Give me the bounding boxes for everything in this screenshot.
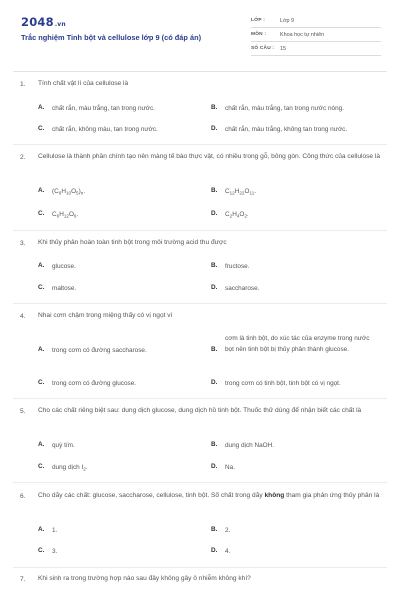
option-text: trong cơm có đường saccharose. — [52, 347, 147, 354]
option-text: cơm là tinh bột, do xúc tác của enzyme trong nước bọt nên tinh bột bị thủy phân thành glucose. — [225, 335, 370, 353]
option-letter: C. — [38, 463, 45, 470]
option-letter: B. — [211, 104, 218, 111]
question-1-option-d[interactable] — [211, 125, 347, 135]
question-1-option-b[interactable] — [211, 104, 344, 114]
option-letter: C. — [38, 547, 45, 554]
option-letter: D. — [211, 379, 218, 386]
option-text: $C_{12}H_{22}O_{11}$. — [225, 188, 257, 196]
option-text: trong cơm có đường glucose. — [52, 380, 137, 387]
option-text: $C_6H_{12}O_6$. — [52, 211, 79, 219]
meta-box — [251, 14, 381, 56]
question-6-option-b[interactable] — [211, 526, 230, 536]
question-3-number: 3. — [20, 240, 26, 247]
meta-value-subject: Khoa học tự nhiên — [280, 31, 325, 38]
option-text: chất rắn, không màu, tan trong nước. — [52, 126, 158, 133]
question-7-text: Khi sinh ra trong trường hợp nào sau đây không gây ô nhiễm không khí? — [38, 575, 251, 582]
question-5-option-d[interactable] — [211, 463, 235, 473]
option-text: fructose. — [225, 263, 250, 270]
meta-value-class: Lớp 9 — [280, 17, 295, 24]
option-letter: C. — [38, 210, 45, 217]
site-logo[interactable] — [21, 15, 66, 29]
header — [0, 0, 400, 62]
question-4-number: 4. — [20, 313, 26, 320]
meta-value-count: 15 — [280, 45, 286, 52]
question-4-option-b[interactable] — [211, 334, 375, 355]
question-2-option-d[interactable] — [211, 210, 249, 221]
option-letter: B. — [211, 346, 218, 353]
question-3-option-b[interactable] — [211, 262, 250, 272]
option-text: dung dịch $I_2$. — [52, 464, 88, 472]
option-letter: A. — [38, 441, 45, 448]
question-4-text: Nhai cơm chậm trong miệng thấy có vị ngọt vì — [38, 312, 173, 319]
option-letter: A. — [38, 104, 45, 111]
option-letter: D. — [211, 284, 218, 291]
option-letter: A. — [38, 262, 45, 269]
option-text: $(C_6H_{10}O_5)_n$. — [52, 188, 86, 196]
question-5-option-b[interactable] — [211, 441, 274, 451]
meta-key-count: SỐ CÂU : — [251, 46, 275, 51]
option-text: chất rắn, màu trắng, tan trong nước. — [52, 105, 155, 112]
question-2-text: Cellulose là thành phần chính tạo nên màng tế bào thực vật, có nhiều trong gỗ, bông gòn. Công thức của cellulose là — [38, 153, 381, 160]
option-text: dung dịch NaOH. — [225, 442, 275, 449]
option-text: 3. — [52, 548, 58, 555]
question-6-text-emphasis: không — [264, 492, 285, 499]
option-letter: C. — [38, 284, 45, 291]
option-text: glucose. — [52, 263, 76, 270]
question-2-option-b[interactable] — [211, 187, 256, 198]
question-1-number: 1. — [20, 81, 26, 88]
question-7-number: 7. — [20, 576, 26, 583]
question-2-option-c[interactable] — [38, 210, 78, 221]
question-4-option-a[interactable] — [38, 346, 147, 356]
question-2-option-a[interactable] — [38, 187, 85, 198]
option-text: quỳ tím. — [52, 442, 75, 449]
question-divider — [13, 303, 387, 304]
option-letter: B. — [211, 262, 218, 269]
option-letter: D. — [211, 210, 218, 217]
question-divider — [13, 230, 387, 231]
question-6-option-d[interactable] — [211, 547, 230, 557]
header-divider — [13, 71, 387, 72]
option-letter: D. — [211, 125, 218, 132]
question-2-number: 2. — [20, 154, 26, 161]
question-1-option-a[interactable] — [38, 104, 155, 114]
option-letter: B. — [211, 441, 218, 448]
question-6-text-after: tham gia phản ứng thủy phân là — [284, 492, 380, 499]
option-text: 1. — [52, 527, 58, 534]
meta-key-class: LỚP : — [251, 18, 266, 23]
option-text: chất rắn, màu trắng, tan trong nước nóng. — [225, 105, 344, 112]
question-6-option-c[interactable] — [38, 547, 57, 557]
question-5-number: 5. — [20, 408, 26, 415]
option-text: trong cơm có tinh bột, tinh bột có vị ngọt. — [225, 380, 341, 387]
option-letter: D. — [211, 547, 218, 554]
option-letter: C. — [38, 125, 45, 132]
question-divider — [13, 144, 387, 145]
meta-key-subject: MÔN : — [251, 32, 267, 37]
question-6-text-before: Cho dãy các chất: glucose, saccharose, cellulose, tinh bột. Số chất trong dãy — [38, 492, 265, 499]
question-3-option-c[interactable] — [38, 284, 76, 294]
document-title: Trắc nghiệm Tinh bột và cellulose lớp 9 (có đáp án) — [21, 33, 202, 42]
option-text: 4. — [225, 548, 231, 555]
question-6-option-a[interactable] — [38, 526, 57, 536]
question-divider — [13, 482, 387, 483]
logo-text: 2048 — [21, 15, 54, 29]
logo-suffix: .vn — [54, 21, 66, 28]
option-text: saccharose. — [225, 285, 260, 292]
meta-row-subject — [251, 28, 381, 42]
question-4-option-c[interactable] — [38, 379, 136, 389]
question-divider — [13, 398, 387, 399]
question-4-option-d[interactable] — [211, 379, 341, 389]
question-3-text: Khi thủy phân hoàn toàn tinh bột trong môi trường acid thu được — [38, 239, 227, 246]
question-5-option-a[interactable] — [38, 441, 75, 451]
option-letter: A. — [38, 187, 45, 194]
question-6-text — [38, 491, 383, 502]
option-text: $C_2H_4O_2$. — [225, 211, 249, 219]
option-letter: C. — [38, 379, 45, 386]
question-1-text: Tính chất vật lí của cellulose là — [38, 80, 129, 87]
meta-row-count — [251, 42, 381, 56]
option-text: Na. — [225, 464, 235, 471]
option-text: maltose. — [52, 285, 77, 292]
option-text: chất rắn, màu trắng, không tan trong nước. — [225, 126, 348, 133]
option-text: 2. — [225, 527, 231, 534]
option-letter: A. — [38, 346, 45, 353]
question-6-number: 6. — [20, 493, 26, 500]
question-divider — [13, 567, 387, 568]
question-1-option-c[interactable] — [38, 125, 158, 135]
option-letter: D. — [211, 463, 218, 470]
question-5-option-c[interactable] — [38, 463, 88, 474]
option-letter: A. — [38, 526, 45, 533]
question-3-option-a[interactable] — [38, 262, 76, 272]
question-3-option-d[interactable] — [211, 284, 259, 294]
option-letter: B. — [211, 187, 218, 194]
question-5-text: Cho các chất riêng biệt sau: dung dịch glucose, dung dịch hồ tinh bột. Thuốc thử dùng để nhận biết các chất là — [38, 407, 362, 414]
option-letter: B. — [211, 526, 218, 533]
meta-row-class — [251, 14, 381, 28]
